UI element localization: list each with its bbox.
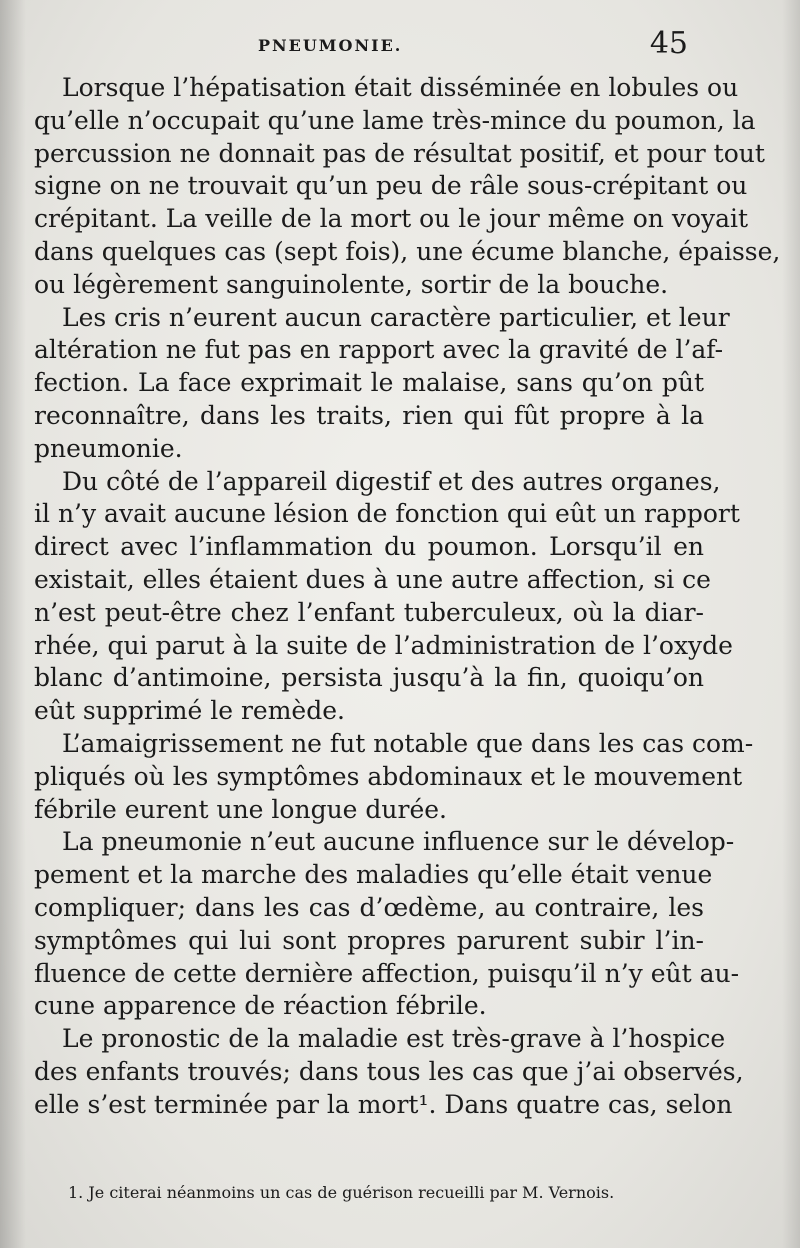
text-line: reconnaître, dans les traits, rien qui fût propre à la — [34, 400, 704, 430]
text-line: eût supprimé le remède. — [34, 696, 345, 726]
text-line: pneumonie. — [34, 433, 183, 463]
text-line: La pneumonie n’eut aucune influence sur le dévelop- — [62, 827, 735, 857]
text-line: cune apparence de réaction fébrile. — [34, 991, 487, 1021]
text-line: L’amaigrissement ne fut notable que dans les cas com- — [62, 728, 754, 758]
text-line: Lorsque l’hépatisation était disséminée en lobules ou — [62, 73, 739, 102]
text-line: rhée, qui parut à la suite de l’administration de l’oxyde — [34, 630, 733, 660]
text-line: il n’y avait aucune lésion de fonction qui eût un rapport — [34, 499, 740, 529]
text-line: pliqués où les symptômes abdominaux et le mouvement — [34, 761, 743, 791]
text-line: symptômes qui lui sont propres parurent subir l’in- — [34, 925, 704, 955]
text-line: Le pronostic de la maladie est très-grave à l’hospice — [62, 1024, 726, 1054]
text-line: compliquer; dans les cas d’œdème, au contraire, les — [34, 892, 704, 922]
text-line: pement et la marche des maladies qu’elle était venue — [34, 860, 713, 890]
text-line: altération ne fut pas en rapport avec la gravité de l’af- — [34, 335, 724, 365]
text-line: direct avec l’inflammation du poumon. Lorsqu’il en — [34, 532, 704, 562]
text-line: fection. La face exprimait le malaise, sans qu’on pût — [34, 368, 704, 398]
text-line: blanc d’antimoine, persista jusqu’à la fin, quoiqu’on — [34, 663, 704, 693]
text-line: qu’elle n’occupait qu’une lame très-mince du poumon, la — [34, 105, 756, 135]
text-line: des enfants trouvés; dans tous les cas que j’ai observés, — [34, 1056, 744, 1086]
text-line: signe on ne trouvait qu’un peu de râle sous-crépitant ou — [34, 171, 748, 201]
paragraph — [34, 728, 754, 826]
text-line: existait, elles étaient dues à une autre affection, si ce — [34, 564, 711, 594]
paragraph — [34, 302, 730, 466]
text-line: Du côté de l’appareil digestif et des autres organes, — [62, 466, 721, 496]
text-line: n’est peut-être chez l’enfant tuberculeux, où la diar- — [34, 597, 704, 627]
footnote: 1. Je citerai néanmoins un cas de guérison recueilli par M. Vernois. — [68, 1183, 615, 1202]
text-line: fluence de cette dernière affection, puisqu’il n’y eût au- — [34, 958, 740, 988]
paragraph — [34, 466, 740, 728]
text-line: percussion ne donnait pas de résultat positif, et pour tout — [34, 138, 765, 168]
text-line: Les cris n’eurent aucun caractère particulier, et leur — [62, 302, 730, 332]
text-line: crépitant. La veille de la mort ou le jour même on voyait — [34, 204, 749, 234]
paragraph — [34, 826, 740, 1023]
body-text — [34, 72, 781, 1122]
text-line: ou légèrement sanguinolente, sortir de la bouche. — [34, 269, 669, 299]
text-line: fébrile eurent une longue durée. — [34, 794, 448, 824]
text-line: elle s’est terminée par la mort¹. Dans quatre cas, selon — [34, 1089, 733, 1119]
paragraph — [34, 1023, 744, 1121]
running-head: PNEUMONIE. — [258, 36, 403, 55]
paragraph — [34, 72, 781, 302]
text-line: dans quelques cas (sept fois), une écume blanche, épaisse, — [34, 236, 781, 266]
page-number: 45 — [649, 26, 688, 61]
